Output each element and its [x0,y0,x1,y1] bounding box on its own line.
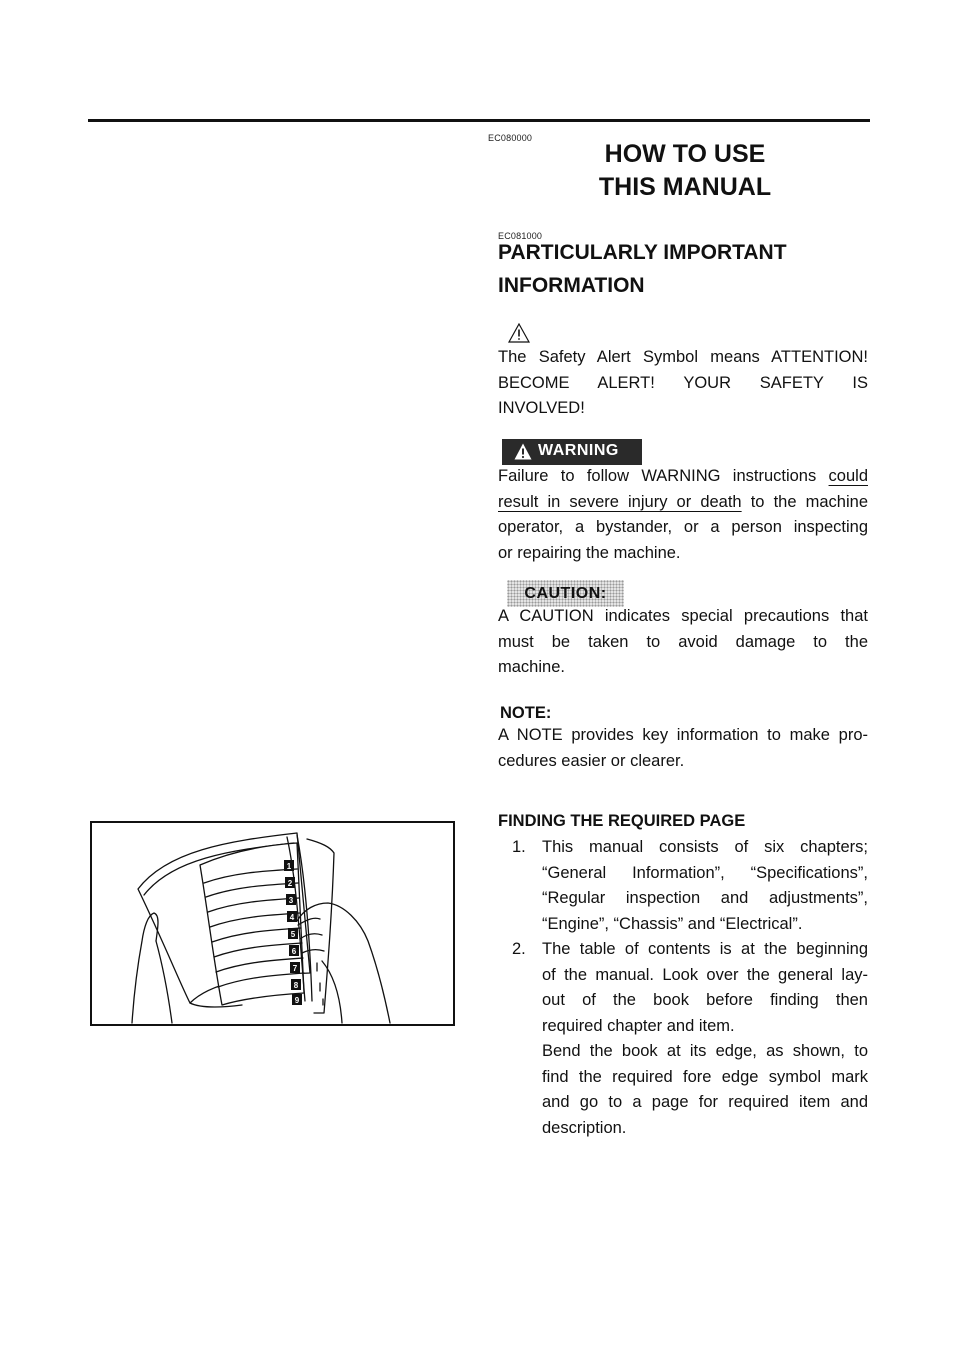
book-illustration [90,821,455,1026]
book-bending-drawing [92,823,453,1024]
warning-exclamation-icon [514,443,532,460]
warning-line-2-underlined: result in severe injury or death [498,492,742,511]
warning-line-3: operator, a bystander, or a person inspecting [498,518,868,536]
title-line-1: HOW TO USE [604,140,766,168]
list-item-2-number: 2. [512,940,526,958]
safety-alert-paragraph [498,345,868,422]
item2-line: Bend the book at its edge, as shown, to [542,1042,868,1060]
note-label: NOTE: [500,704,552,722]
item2-line: find the required fore edge symbol mark [542,1067,868,1086]
caution-line-3: machine. [498,658,565,676]
safety-line-1: The Safety Alert Symbol means ATTENTION! [498,348,868,366]
item2-line: The table of contents is at the beginning [542,940,868,958]
tab-label: 1 [286,862,292,871]
safety-line-2: BECOME ALERT! YOUR SAFETY IS [498,373,868,392]
note-line-1: A NOTE provides key information to make pro- [498,726,868,744]
tab-label: 6 [291,947,297,956]
warning-line-1-underlined: could [828,467,868,485]
item2-line: out of the book before finding then [542,991,868,1009]
caution-line-2: must be taken to avoid damage to the [498,632,868,651]
heading-line-1: PARTICULARLY IMPORTANT [498,241,787,264]
tab-label: 7 [292,964,298,973]
item2-line: and go to a page for required item and [542,1093,868,1111]
section-code-top: EC080000 [488,133,533,143]
list-item-1-body [542,835,868,937]
page-title [560,138,810,204]
list-item-2-body [542,937,868,1141]
safety-line-3: INVOLVED! [498,399,585,417]
section-heading [498,236,870,302]
heading-line-2: INFORMATION [498,274,645,297]
item1-line: “Engine”, “Chassis” and “Electrical”. [542,914,803,933]
note-paragraph [498,723,868,774]
tab-label: 2 [287,879,293,888]
title-line-2: THIS MANUAL [598,173,772,201]
item1-line: “General Information”, “Specifications”, [542,863,868,882]
finding-heading: FINDING THE REQUIRED PAGE [498,812,746,830]
caution-line-1: A CAUTION indicates special precautions that [498,607,868,625]
tab-label: 9 [294,996,300,1005]
list-item-1-number: 1. [512,838,526,856]
list-item-1 [498,835,868,937]
safety-alert-triangle-icon [508,323,530,343]
note-line-2: cedures easier or clearer. [498,751,685,770]
item1-line: This manual consists of six chapters; [542,838,868,856]
warning-line-1 [498,464,868,490]
tab-label: 5 [290,930,296,939]
warning-line-2-text: to the machine [741,492,868,511]
list-item-2 [498,937,868,1141]
item2-line: description. [542,1118,627,1137]
caution-badge: CAUTION: [507,580,624,607]
caution-paragraph [498,604,868,681]
section-code: EC081000 [498,231,543,241]
warning-badge [502,439,642,465]
tab-label: 4 [289,913,295,922]
warning-badge-label: WARNING [538,442,619,459]
item2-line: of the manual. Look over the general lay- [542,965,868,984]
item1-line: “Regular inspection and adjustments”, [542,889,868,907]
warning-paragraph [498,464,868,566]
warning-line-1-text: Failure to follow WARNING instructions [498,467,829,485]
warning-line-2 [498,490,868,516]
top-rule [88,119,870,122]
tab-label: 3 [288,896,294,905]
item2-line: required chapter and item. [542,1016,735,1035]
tab-label: 8 [293,981,299,990]
warning-line-4: or repairing the machine. [498,543,681,562]
